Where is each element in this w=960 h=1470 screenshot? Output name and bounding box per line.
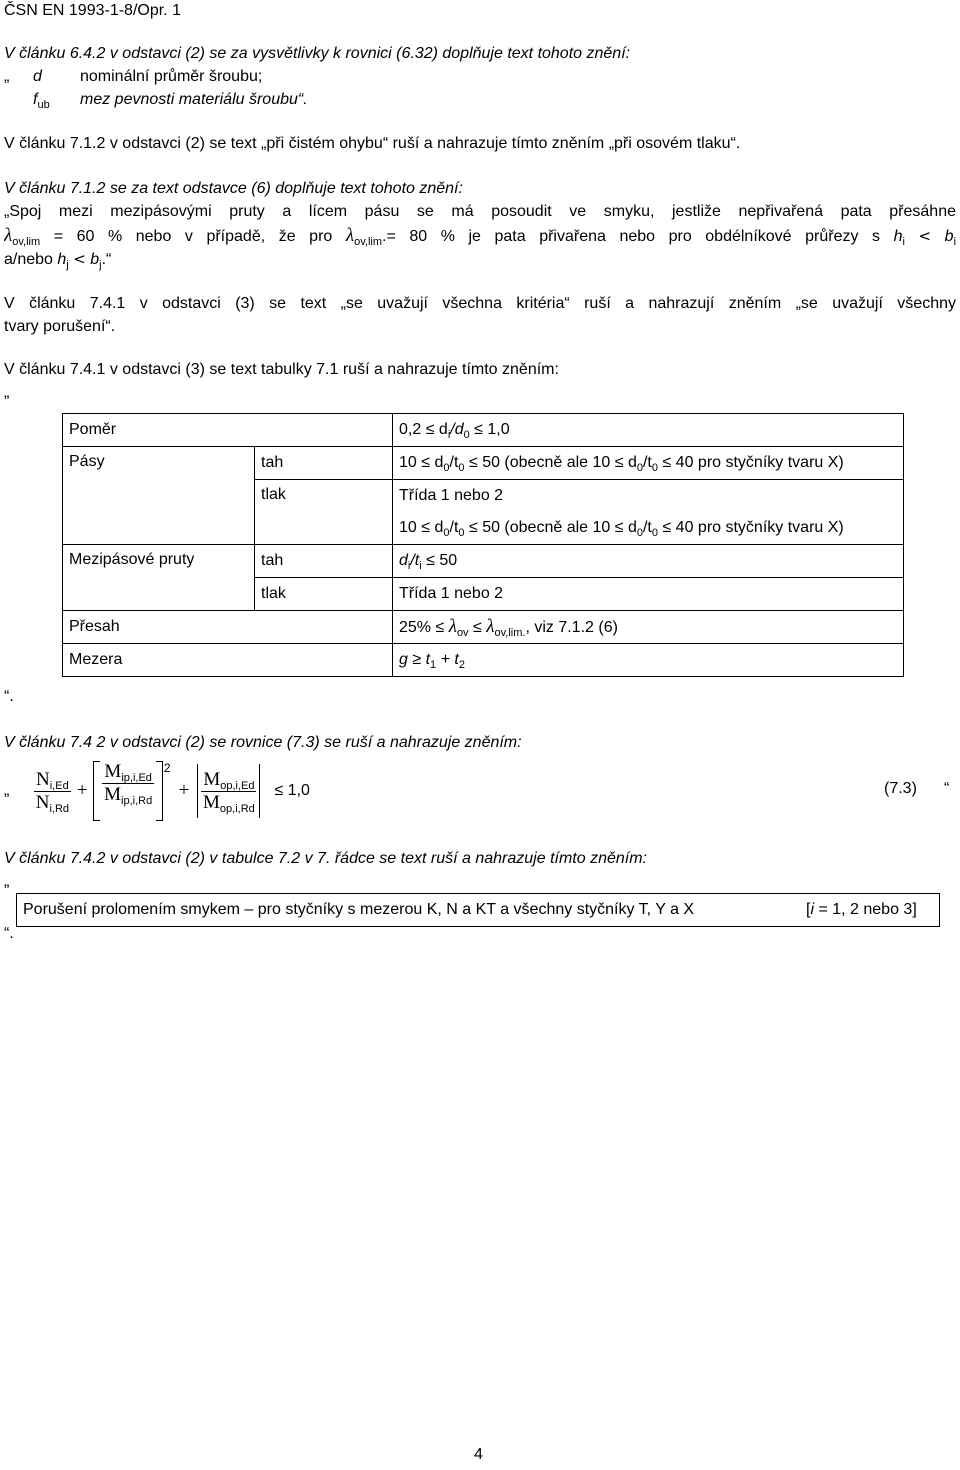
paragraph-7-4-1-line2: tvary porušení“. <box>4 318 116 335</box>
table-cell: $0,2 \le d_i/d_0 \le 1,0$ <box>393 414 904 447</box>
paragraph-table-7-1: V článku 7.4.1 v odstavci (3) se text tabulky 7.1 ruší a nahrazuje tímto zněním: <box>4 361 559 378</box>
table-7-2-row <box>16 893 940 927</box>
table-cell: [i = 1, 2 nebo 3] <box>806 901 917 918</box>
paragraph-7-1-2-line1: „Spoj mezi mezipásovými pruty a lícem pásu se má posoudit ve smyku, jestliže nepřivařená pata přesáhne <box>4 203 956 220</box>
paragraph-intro-6-4-2: V článku 6.4.2 v odstavci (2) se za vysvětlivky k rovnici (6.32) doplňuje text tohoto znění: <box>4 45 631 62</box>
open-quote: „ <box>4 782 10 799</box>
paragraph-table-7-2: V článku 7.4.2 v odstavci (2) v tabulce 7.2 v 7. řádce se text ruší a nahrazuje tímto zněním: <box>4 850 647 867</box>
table-row <box>63 644 904 677</box>
table-cell: Třída 1 nebo 2 <box>393 578 904 611</box>
paragraph-7-4-1-line1: V článku 7.4.1 v odstavci (3) se text „se uvažují všechna kritéria“ ruší a nahrazují zněním „se uvažují všechny <box>4 295 956 312</box>
open-quote: „ <box>4 68 10 85</box>
table-cell: Přesah <box>63 611 393 644</box>
table-row <box>63 447 904 480</box>
bracket-term: $\frac{M_{ip,i,Ed}}{M_{ip,i,Rd}}$ 2 <box>93 761 170 821</box>
fraction-n: $\frac{N_{i,Ed}}{N_{i,Rd}}$ <box>35 768 69 815</box>
table-cell: tah <box>255 545 393 578</box>
table-cell: $g \ge t_1 + t_2$ <box>393 644 904 677</box>
document-id: ČSN EN 1993-1-8/Opr. 1 <box>4 2 181 19</box>
table-cell: tlak <box>255 578 393 611</box>
table-cell: tah <box>255 447 393 480</box>
close-quote: “. <box>4 688 14 705</box>
table-cell: Poměr <box>63 414 393 447</box>
equation-7-3: $\frac{N_{i,Ed}}{N_{i,Rd}}$ + $\frac{M_{ip,i,Ed}}{M_{ip,i,Rd}}$ 2 + $\frac{M_{op,i,Ed}}{M_{op,i,Rd}}$ ≤ 1,0 <box>34 760 310 822</box>
equation-number: (7.3) <box>884 780 917 797</box>
definition-fub: mez pevnosti materiálu šroubu“. <box>80 91 308 108</box>
symbol-d: d <box>33 68 42 85</box>
symbol-fub: $f_{ub}$ <box>33 91 50 112</box>
table-row <box>63 414 904 447</box>
table-cell: Třída 1 nebo 2 <box>393 480 904 513</box>
table-7-1 <box>62 413 904 677</box>
table-cell: Pásy <box>63 447 255 545</box>
paragraph-7-1-2-intro: V článku 7.1.2 se za text odstavce (6) doplňuje text tohoto znění: <box>4 180 463 197</box>
open-quote: „ <box>4 384 10 401</box>
close-quote: “. <box>4 925 14 942</box>
page-number: 4 <box>474 1446 483 1463</box>
close-quote: “ <box>944 780 950 797</box>
abs-term: $\frac{M_{op,i,Ed}}{M_{op,i,Rd}}$ <box>197 764 260 818</box>
table-cell: $25\% \le \lambda_{ov} \le \lambda_{ov,lim.}$, viz 7.1.2 (6) <box>393 611 904 644</box>
table-cell: Mezera <box>63 644 393 677</box>
table-cell: Porušení prolomením smykem – pro styčníky s mezerou K, N a KT a všechny styčníky T, Y a X <box>23 901 695 918</box>
table-cell: $10 \le d_0/t_0 \le 50$ (obecně ale $10 \le d_0/t_0 \le 40$ pro styčníky tvaru X) <box>393 447 904 480</box>
paragraph-7-4-2-equation: V článku 7.4 2 v odstavci (2) se rovnice (7.3) se ruší a nahrazuje zněním: <box>4 734 522 751</box>
table-cell: tlak <box>255 480 393 545</box>
table-row <box>63 545 904 578</box>
definition-d: nominální průměr šroubu; <box>80 68 263 85</box>
table-cell: $d_i/t_i \le 50$ <box>393 545 904 578</box>
table-cell: $10 \le d_0/t_0 \le 50$ (obecně ale $10 \le d_0/t_0 \le 40$ pro styčníky tvaru X) <box>393 512 904 545</box>
table-cell: Mezipásové pruty <box>63 545 255 611</box>
paragraph-7-1-2-line3: a/nebo $h_j$ < $b_j.“$ <box>4 250 112 272</box>
paragraph-7-1-2-text-change: V článku 7.1.2 v odstavci (2) se text „při čistém ohybu“ ruší a nahrazuje tímto zněním „při osovém tlaku“. <box>4 135 741 152</box>
open-quote: „ <box>4 873 10 890</box>
table-row <box>63 611 904 644</box>
paragraph-7-1-2-line2: $\lambda_{ov,lim} = 60$ % nebo v případě, že pro $\lambda_{ov,lim}.= 80$ % je pata přivařena nebo pro obdélníkové průřezy s $h_i < b_i$ <box>4 225 956 247</box>
